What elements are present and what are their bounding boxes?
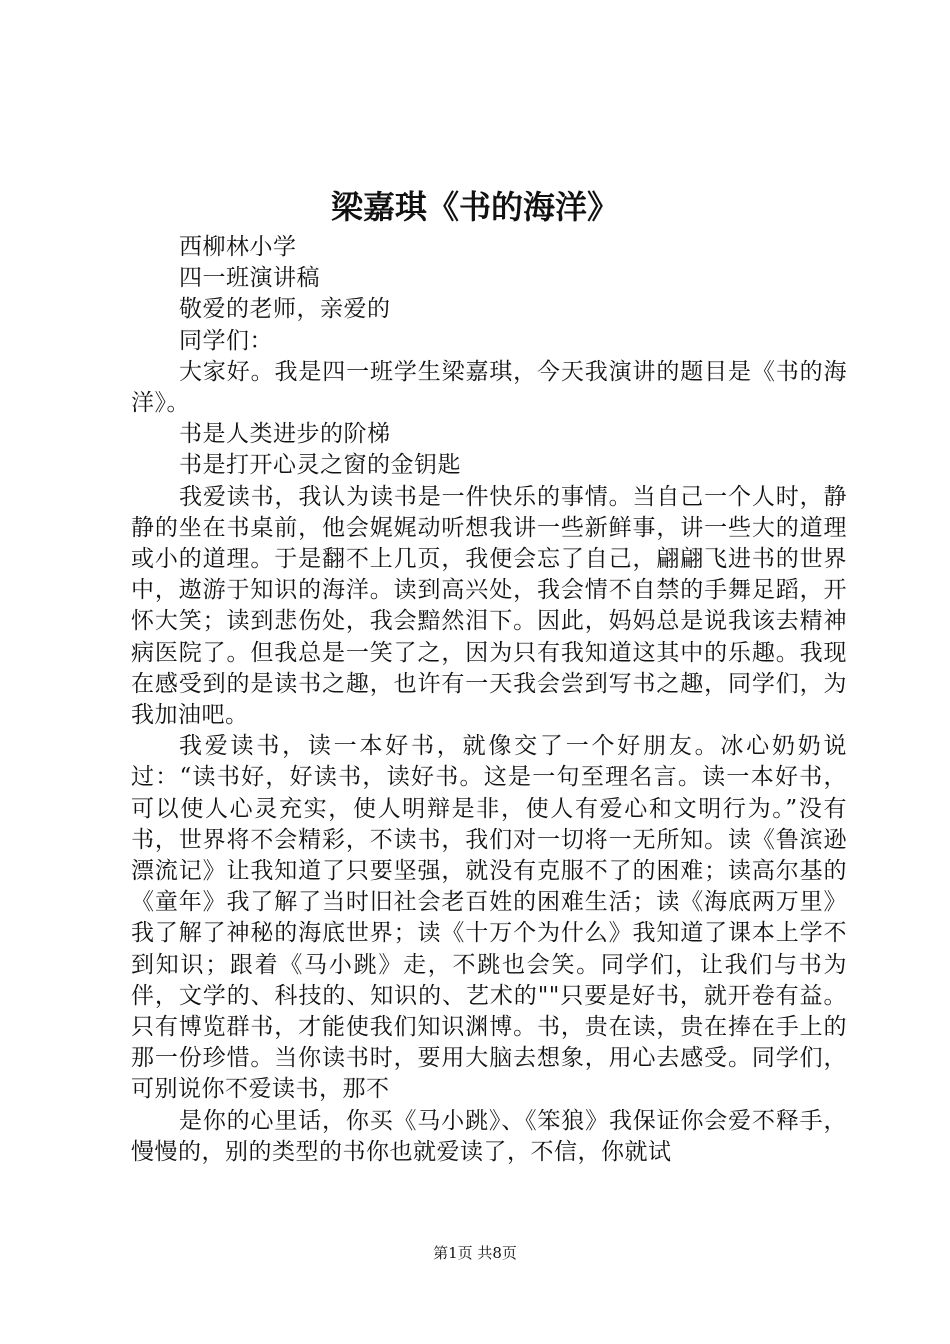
document-title: 梁嘉琪《书的海洋》 [330,188,619,226]
paragraph-greeting-students: 同学们： [179,327,273,354]
paragraph-class: 四一班演讲稿 [179,265,320,292]
paragraph-introduction: 大家好。我是四一班学生梁嘉琪，今天我演讲的题目是《书的海洋》。 [131,358,847,417]
paragraph-body-3: 是你的心里话，你买《马小跳》、《笨狼》我保证你会爱不释手，慢慢的，别的类型的书你也就爱读了，不信，你就试 [131,1107,847,1165]
paragraph-greeting-teachers: 敬爱的老师，亲爱的 [179,296,391,323]
paragraph-body-1: 我爱读书，我认为读书是一件快乐的事情。当自己一个人时，静静的坐在书桌前，他会娓娓动听想我讲一些新鲜事，讲一些大的道理或小的道理。于是翻不上几页，我便会忘了自己，翩翩飞进书的世界中，遨游于知识的海洋。读到高兴处，我会情不自禁的手舞足蹈，开怀大笑；读到悲伤处，我会黯然泪下。因此，妈妈总是说我该去精神病医院了。但我总是一笑了之，因为只有我知道这其中的乐趣。我现在感受到的是读书之趣，也许有一天我会尝到写书之趣，同学们，为我加油吧。 [131,483,847,729]
paragraph-school: 西柳林小学 [179,234,297,260]
paragraph-body-2: 我爱读书，读一本好书，就像交了一个好朋友。冰心奶奶说过：“读书好，好读书，读好书。这是一句至理名言。读一本好书，可以使人心灵充实，使人明辩是非，使人有爱心和文明行为。”没有书，世界将不会精彩，不读书，我们对一切将一无所知。读《鲁滨逊漂流记》让我知道了只要坚强，就没有克服不了的困难；读高尔基的《童年》我了解了当时旧社会老百姓的困难生活；读《海底两万里》我了解了神秘的海底世界；读《十万个为什么》我知道了课本上学不到知识；跟着《马小跳》走，不跳也会笑。同学们，让我们与书为伴，文学的、科技的、知识的、艺术的""只要是好书，就开卷有益。只有博览群书，才能使我们知识渊博。书，贵在读，贵在捧在手上的那一份珍惜。当你读书时，要用大脑去想象，用心去感受。同学们，可别说你不爱读书，那不 [131,733,847,1103]
document-body [131,232,847,1168]
page-footer: 第1页 共8页 [433,1244,517,1262]
paragraph-quote-key: 书是打开心灵之窗的金钥匙 [179,452,461,479]
paragraph-quote-ladder: 书是人类进步的阶梯 [179,421,391,448]
